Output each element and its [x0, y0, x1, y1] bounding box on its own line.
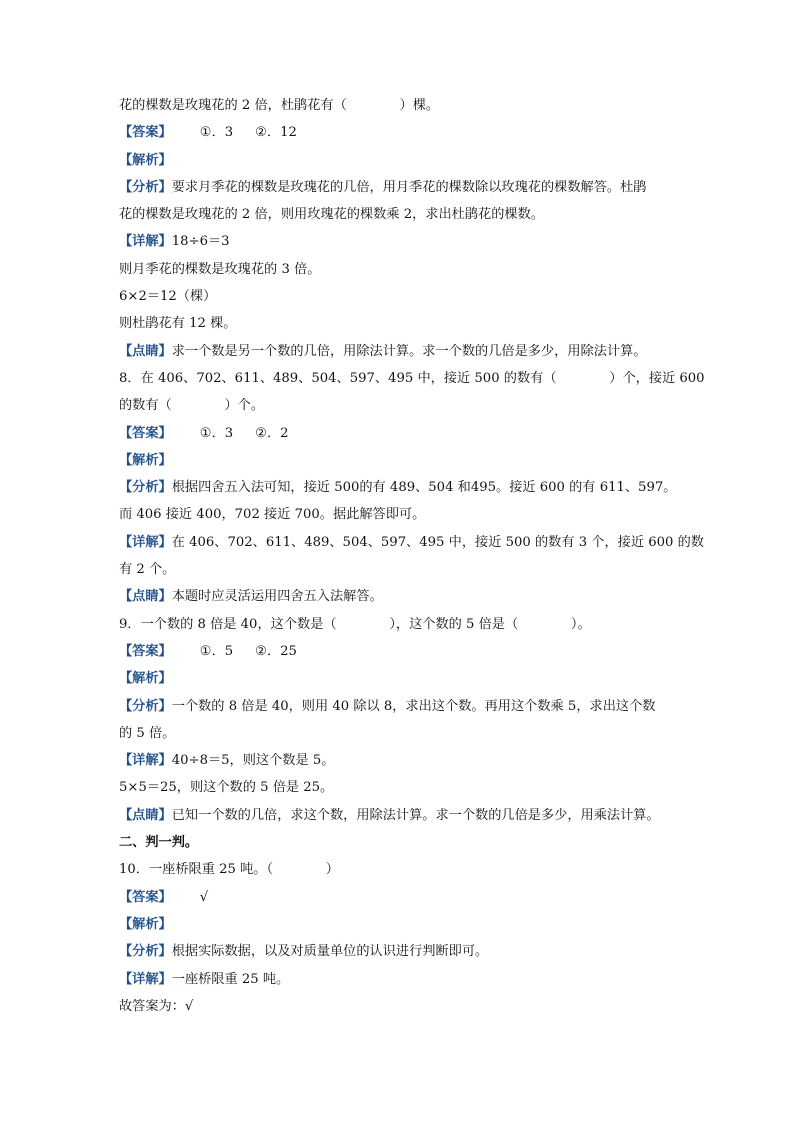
section-tag: 【详解】: [119, 971, 172, 987]
section-tag: 【详解】: [119, 534, 172, 550]
text-line: [119, 993, 679, 1020]
text-line: [119, 283, 679, 310]
section-tag: 【分析】: [119, 698, 172, 714]
line-text: 根据实际数据，以及对质量单位的认识进行判断即可。: [171, 944, 489, 960]
text-line: [119, 747, 679, 774]
answer-1: ①．5: [199, 643, 234, 659]
text-line: [119, 92, 679, 119]
section-heading: [119, 829, 679, 856]
section-tag: 【解析】: [119, 452, 172, 468]
section-tag: 【分析】: [119, 944, 172, 960]
line-text: 在 406、702、611、489、504、597、495 中，接近 500 的数有 3 个，接近 600 的数: [171, 534, 704, 550]
line-text: 18÷6＝3: [171, 234, 230, 250]
text-line: [119, 611, 679, 638]
text-line: [119, 338, 679, 365]
line-text: 的 5 倍。: [119, 725, 176, 741]
text-line: [119, 201, 679, 228]
answer-1: √: [199, 889, 209, 905]
line-text: 6×2＝12（棵）: [119, 289, 217, 305]
answer-2: ②．2: [255, 425, 289, 441]
section-tag: 【点睛】: [119, 807, 172, 823]
document-body: [119, 92, 705, 1020]
section-tag: 【详解】: [119, 753, 172, 769]
text-line: [119, 174, 679, 201]
line-text: 则月季花的棵数是玫瑰花的 3 倍。: [119, 261, 321, 277]
text-line: [119, 802, 679, 829]
section-tag: 【答案】: [119, 889, 172, 905]
line-text: 花的棵数是玫瑰花的 2 倍，杜鹃花有（ ）棵。: [119, 98, 440, 113]
line-text: 求一个数是另一个数的几倍，用除法计算。求一个数的几倍是多少，用除法计算。: [171, 343, 647, 359]
text-line: [119, 583, 679, 610]
text-line: [119, 856, 679, 883]
text-line: [119, 665, 679, 692]
answer-2: ②．25: [255, 643, 297, 659]
answer-1: ①．3: [199, 125, 234, 141]
line-text: 二、判一判。: [119, 835, 199, 851]
text-line: [119, 228, 679, 255]
text-line: [119, 638, 679, 665]
text-line: [119, 256, 679, 283]
text-line: [119, 693, 679, 720]
line-text: 5×5＝25，则这个数的 5 倍是 25。: [119, 780, 334, 796]
text-line: [119, 501, 679, 528]
line-text: 花的棵数是玫瑰花的 2 倍，则用玫瑰花的棵数乘 2，求出杜鹃花的棵数。: [119, 207, 544, 223]
line-text: 则杜鹃花有 12 棵。: [119, 316, 237, 332]
line-text: 10．一座桥限重 25 吨。（ ）: [119, 862, 339, 878]
text-line: [119, 938, 679, 965]
line-text: 一座桥限重 25 吨。: [171, 971, 290, 987]
text-line: [119, 310, 679, 337]
line-text: 一个数的 8 倍是 40，则用 40 除以 8，求出这个数。再用这个数乘 5，求出这个数: [171, 698, 656, 714]
text-line: [119, 447, 679, 474]
text-line: [119, 556, 679, 583]
line-text: 8．在 406、702、611、489、504、597、495 中，接近 500 的数有（ ）个，接近 600: [119, 370, 705, 386]
text-line: [119, 474, 679, 501]
line-text: 要求月季花的棵数是玫瑰花的几倍，用月季花的棵数除以玫瑰花的棵数解答。杜鹃: [171, 179, 647, 195]
section-tag: 【答案】: [119, 425, 172, 441]
section-tag: 【解析】: [119, 152, 172, 168]
line-text: 而 406 接近 400，702 接近 700。据此解答即可。: [119, 507, 426, 523]
answer-1: ①．3: [199, 425, 234, 441]
section-tag: 【解析】: [119, 671, 172, 687]
text-line: [119, 365, 705, 392]
line-text: 9．一个数的 8 倍是 40，这个数是（ ），这个数的 5 倍是（ ）。: [119, 616, 591, 632]
text-line: [119, 529, 704, 556]
text-line: [119, 119, 679, 146]
line-text: 的数有（ ）个。: [119, 398, 265, 414]
text-line: [119, 966, 679, 993]
text-line: [119, 884, 679, 911]
text-line: [119, 147, 679, 174]
line-text: 有 2 个。: [119, 562, 176, 578]
text-line: [119, 720, 679, 747]
line-text: 根据四舍五入法可知，接近 500的有 489、504 和495。接近 600 的有 611、597。: [171, 480, 677, 496]
section-tag: 【分析】: [119, 179, 172, 195]
answer-2: ②．12: [255, 125, 297, 141]
text-line: [119, 911, 679, 938]
section-tag: 【分析】: [119, 480, 172, 496]
section-tag: 【答案】: [119, 125, 172, 141]
section-tag: 【点睛】: [119, 589, 172, 605]
section-tag: 【详解】: [119, 234, 172, 250]
line-text: 故答案为：√: [119, 998, 194, 1014]
text-line: [119, 392, 679, 419]
section-tag: 【答案】: [119, 643, 172, 659]
line-text: 已知一个数的几倍，求这个数，用除法计算。求一个数的几倍是多少，用乘法计算。: [171, 807, 660, 823]
line-text: 本题时应灵活运用四舍五入法解答。: [171, 589, 383, 605]
text-line: [119, 774, 679, 801]
section-tag: 【点睛】: [119, 343, 172, 359]
line-text: 40÷8＝5，则这个数是 5。: [171, 753, 335, 769]
section-tag: 【解析】: [119, 916, 172, 932]
text-line: [119, 420, 679, 447]
